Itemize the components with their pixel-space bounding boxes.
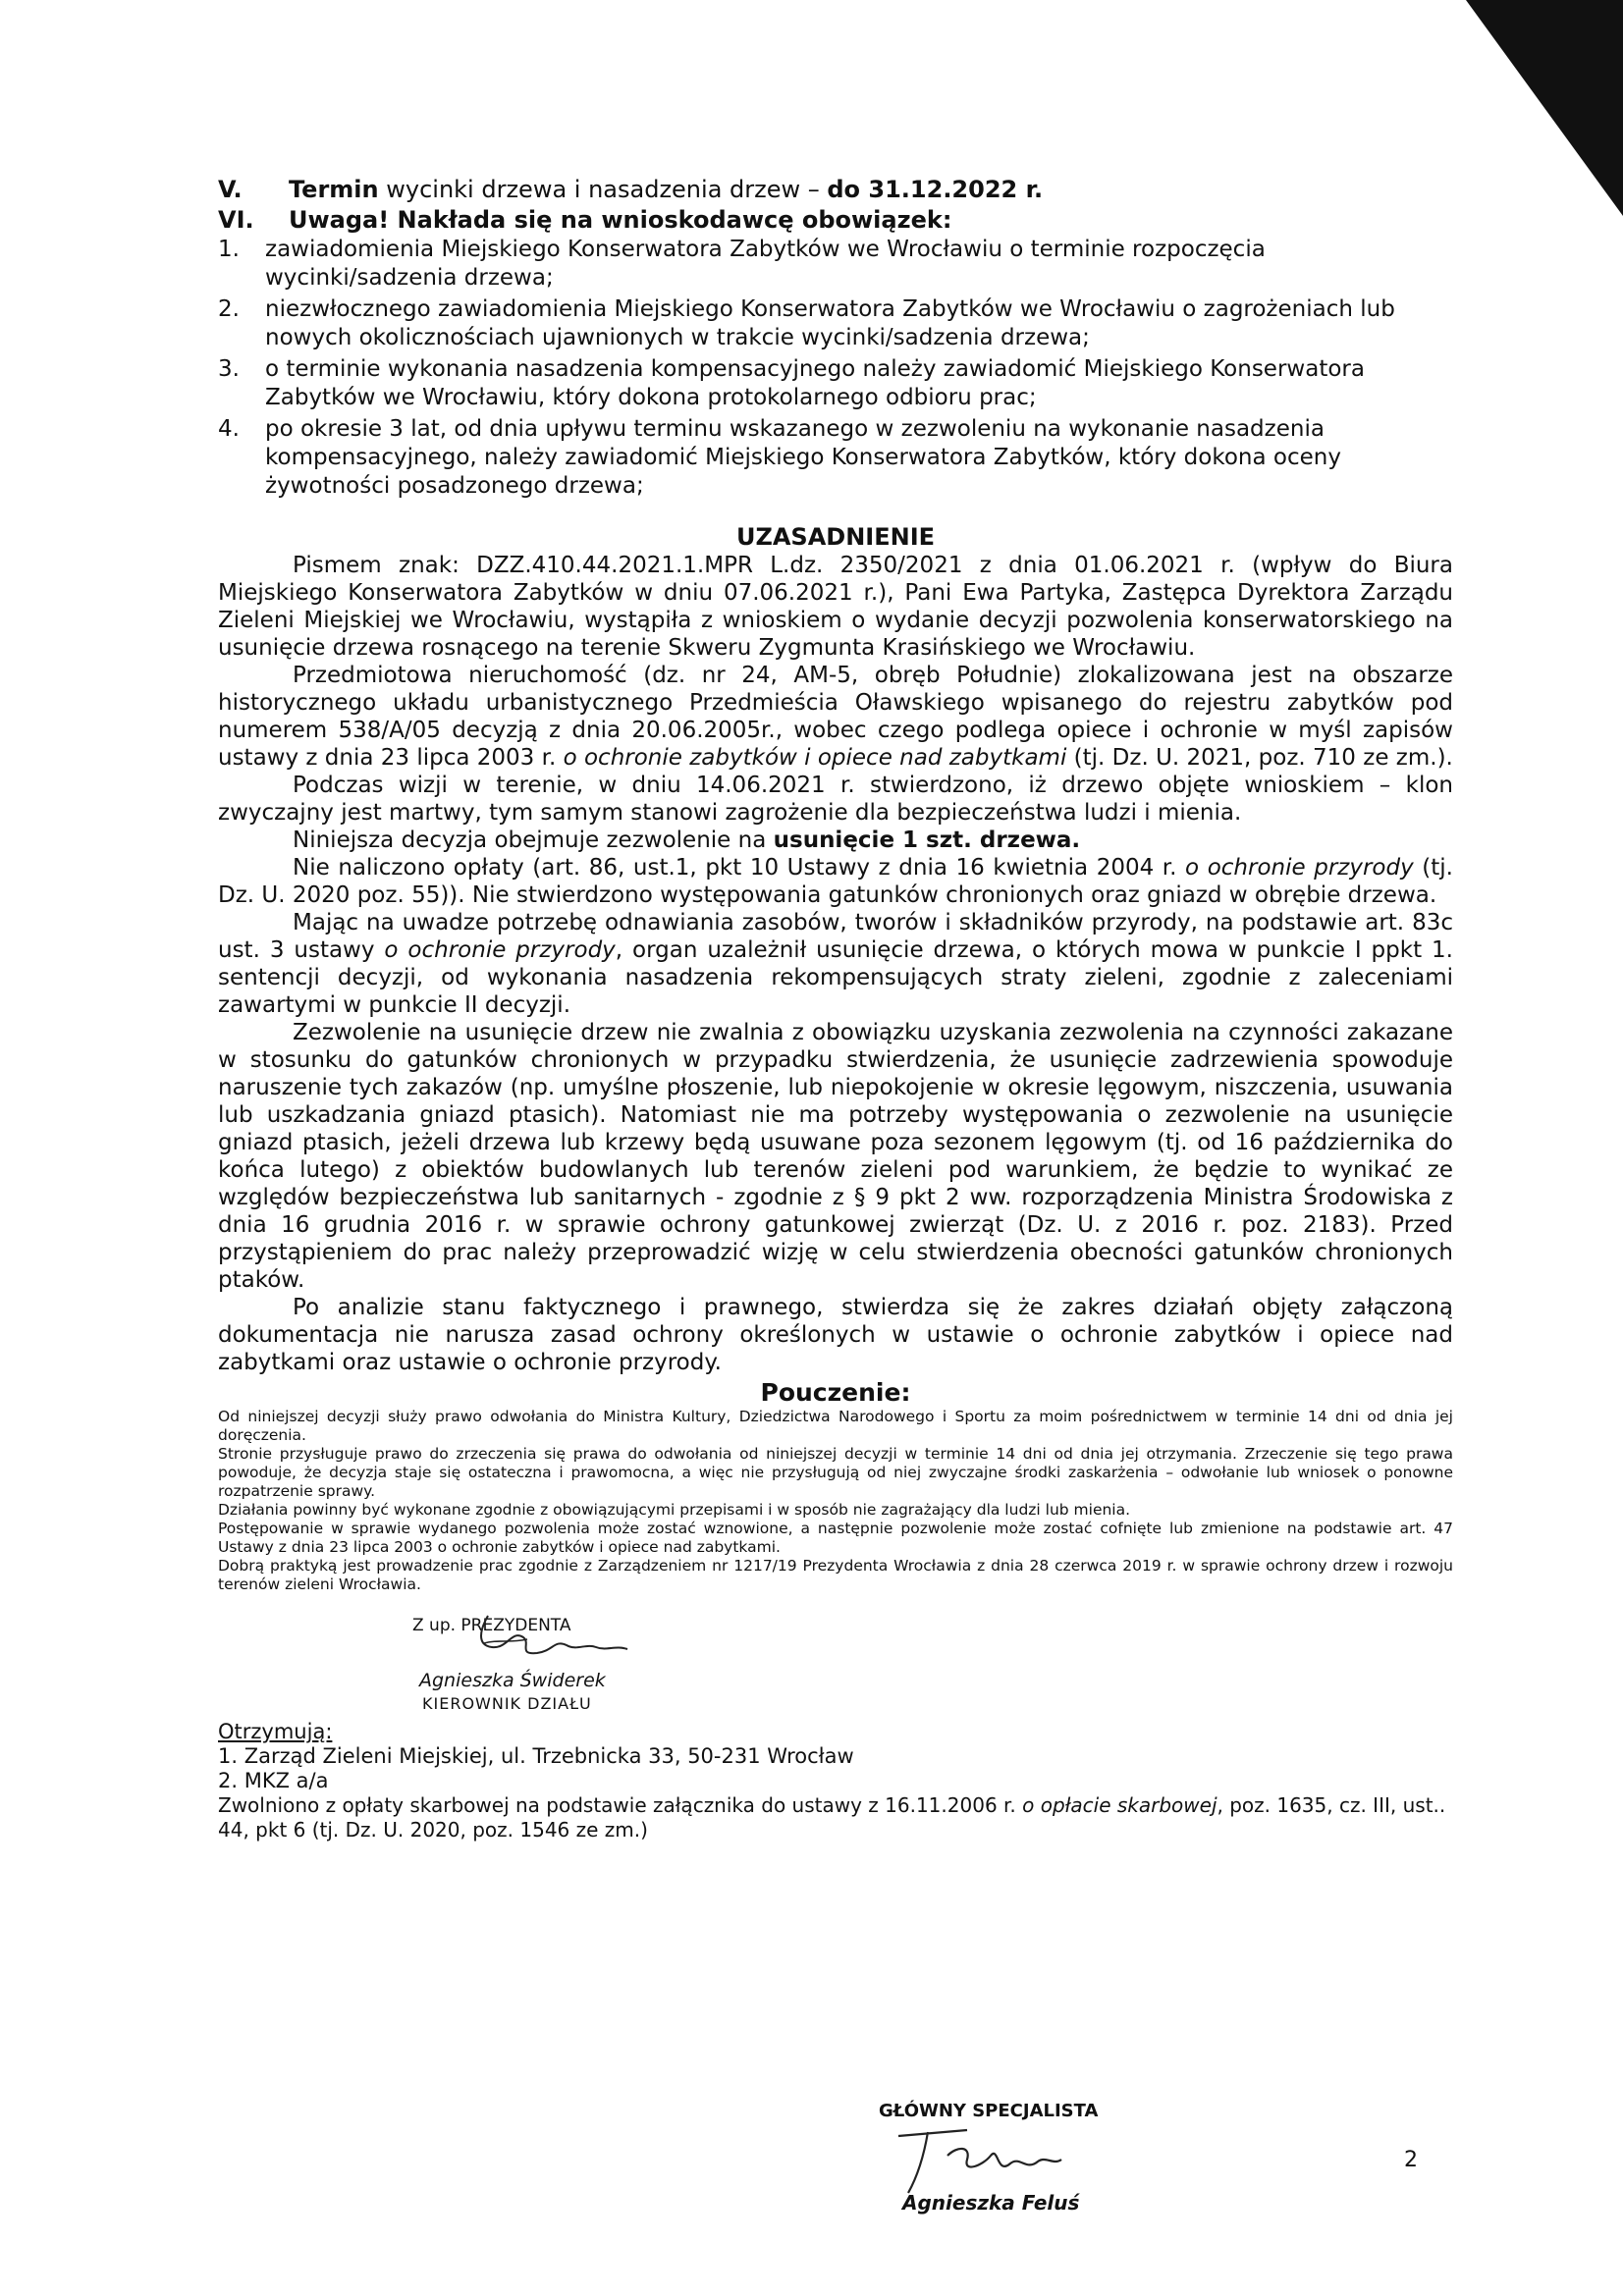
- recipient-item: 1. Zarząd Zieleni Miejskiej, ul. Trzebnicka 33, 50-231 Wrocław: [218, 1744, 854, 1768]
- signature-authority: Z up. PREZYDENTA: [412, 1616, 571, 1635]
- paragraph-text: (tj. Dz. U. 2021, poz. 710 ze zm.).: [1066, 745, 1453, 771]
- scan-corner-shadow: [1446, 0, 1623, 216]
- instruction-line: Stronie przysługuje prawo do zrzeczenia się prawa do odwołania od niniejszej decyzji w terminie 14 dni od dnia jej otrzymania. Zrzeczenie się tego prawa powoduje, że decyzja staje się ostateczna i prawomocna, a więc nie przysługują od niej zwyczajne środki zaskarżenia – odwołanie lub wniosek o ponowne rozpatrzenie sprawy.: [218, 1445, 1453, 1500]
- list-item: [218, 236, 1453, 293]
- specialist-title: GŁÓWNY SPECJALISTA: [879, 2101, 1099, 2121]
- list-item-number: 2.: [218, 296, 240, 322]
- justification-paragraph-8: Po analizie stanu faktycznego i prawnego, stwierdza się że zakres działań objęty załączoną dokumentacja nie narusza zasad ochrony określonych w ustawie o ochronie zabytków i opiece nad zabytkami oraz ustawie o ochronie przyrody.: [218, 1295, 1453, 1375]
- signature-name: Agnieszka Świderek: [419, 1670, 606, 1691]
- instruction-line: Postępowanie w sprawie wydanego pozwolenia może zostać wznowione, a następnie pozwolenie może zostać cofnięte lub zmienione na podstawie art. 47 Ustawy z dnia 23 lipca 2003 o ochronie zabytków i opiece nad zabytkami.: [218, 1520, 1453, 1556]
- act-title: o ochronie zabytków i opiece nad zabytkami: [563, 745, 1067, 771]
- recipients-label-text: Otrzymują:: [218, 1720, 333, 1743]
- justification-paragraph-2: [218, 662, 1453, 772]
- list-item: [218, 295, 1453, 352]
- paragraph-text: Przedmiotowa nieruchomość (dz. nr 24, AM-5, obręb Południe) zlokalizowana jest na obszarze historycznego układu urbanistycznego Przedmieścia Oławskiego wpisanego do rejestru zabytków pod numerem 538/A/05 decyzją z dnia 20.06.2005r., wobec czego podlega opiece i ochronie w myśl zapisów ustawy z dnia 23 lipca 2003 r.: [218, 663, 1453, 771]
- justification-paragraph-7: Zezwolenie na usunięcie drzew nie zwalnia z obowiązku uzyskania zezwolenia na czynności zakazane w stosunku do gatunków chronionych w przypadku stwierdzenia, że usunięcie zadrzewienia spowoduje naruszenie tych zakazów (np. umyślne płoszenie, lub niepokojenie w okresie lęgowym, niszczenia, usuwania lub uszkadzania gniazd ptasich). Natomiast nie ma potrzeby występowania o zezwolenie na usunięcie gniazd ptasich, jeżeli drzewa lub krzewy będą usuwane poza sezonem lęgowym (tj. od 16 października do końca lutego) z obiektów budowlanych lub terenów zieleni pod warunkiem, że będzie to wynikać ze względów bezpieczeństwa lub sanitarnych - zgodnie z § 9 pkt 2 ww. rozporządzenia Ministra Środowiska z dnia 16 grudnia 2016 r. w sprawie ochrony gatunkowej zwierząt (Dz. U. z 2016 r. poz. 2183). Przed przystąpieniem do prac należy przeprowadzić wizję w celu stwierdzenia obecności gatunków chronionych ptaków.: [218, 1020, 1453, 1293]
- justification-heading: UZASADNIENIE: [735, 523, 936, 551]
- signature-role: KIEROWNIK DZIAŁU: [422, 1694, 592, 1713]
- list-item-text: po okresie 3 lat, od dnia upływu terminu wskazanego w zezwoleniu na wykonanie nasadzenia kompensacyjnego, należy zawiadomić Miejskiego Konserwatora Zabytków, który dokona oceny żywotności posadzonego drzewa;: [265, 416, 1341, 499]
- act-title: o ochronie przyrody: [1185, 855, 1414, 881]
- handwritten-signature: [459, 1610, 655, 1679]
- specialist-signature: [879, 2101, 1193, 2238]
- list-item: [218, 415, 1453, 501]
- recipients: [218, 1720, 1453, 1842]
- section-v-text: wycinki drzewa i nasadzenia drzew –: [378, 176, 828, 203]
- section-vi-title: Uwaga! Nakłada się na wnioskodawcę obowiązek:: [289, 206, 952, 234]
- section-v-number: V.: [218, 176, 243, 203]
- document-page: [218, 175, 1453, 1842]
- paragraph-text: Nie naliczono opłaty (art. 86, ust.1, pkt 10 Ustawy z dnia 16 kwietnia 2004 r.: [293, 855, 1186, 881]
- paragraph-text: Niniejsza decyzja obejmuje zezwolenie na: [293, 828, 774, 853]
- paragraph-text: (tj. Dz. U. 2020 poz. 55)). Nie stwierdzono występowania gatunków chronionych oraz gniazd w obrębie drzewa.: [218, 855, 1453, 908]
- duties-list: [218, 236, 1453, 501]
- fee-text: Zwolniono z opłaty skarbowej na podstawie załącznika do ustawy z 16.11.2006 r.: [218, 1793, 1023, 1817]
- list-item-number: 3.: [218, 356, 240, 382]
- fee-exemption: [218, 1793, 1453, 1842]
- page-number: 2: [1404, 2148, 1418, 2172]
- act-title: o ochronie przyrody: [384, 937, 616, 963]
- list-item-text: niezwłocznego zawiadomienia Miejskiego Konserwatora Zabytków we Wrocławiu o zagrożeniach lub nowych okolicznościach ujawnionych w trakcie wycinki/sadzenia drzewa;: [265, 296, 1395, 350]
- list-item-text: zawiadomienia Miejskiego Konserwatora Zabytków we Wrocławiu o terminie rozpoczęcia wycinki/sadzenia drzewa;: [265, 237, 1266, 291]
- permit-scope: usunięcie 1 szt. drzewa.: [773, 828, 1081, 853]
- instruction-line: Dobrą praktyką jest prowadzenie prac zgodnie z Zarządzeniem nr 1217/19 Prezydenta Wrocławia z dnia 28 czerwca 2019 r. w sprawie ochrony drzew i rozwoju terenów zieleni Wrocławia.: [218, 1557, 1453, 1593]
- recipient-item: 2. MKZ a/a: [218, 1769, 329, 1792]
- act-title: o opłacie skarbowej: [1022, 1793, 1217, 1817]
- section-vi-number: VI.: [218, 206, 254, 234]
- instruction-line: Od niniejszej decyzji służy prawo odwołania do Ministra Kultury, Dziedzictwa Narodowego i Sportu za moim pośrednictwem w terminie 14 dni od dnia jej doręczenia.: [218, 1408, 1453, 1444]
- signature-block-head: [218, 1608, 1453, 1726]
- justification-paragraph-5: [218, 854, 1453, 909]
- fee-text: , poz. 1635, cz. III, ust.. 44, pkt 6 (tj. Dz. U. 2020, poz. 1546 ze zm.): [218, 1793, 1446, 1842]
- section-v-deadline: do 31.12.2022 r.: [827, 176, 1044, 203]
- justification-paragraph-4: [218, 827, 1453, 854]
- justification-paragraph-1: Pismem znak: DZZ.410.44.2021.1.MPR L.dz. 2350/2021 z dnia 01.06.2021 r. (wpływ do Biura Miejskiego Konserwatora Zabytków w dniu 07.06.2021 r.), Pani Ewa Partyka, Zastępca Dyrektora Zarządu Zieleni Miejskiej we Wrocławiu, wystąpiła z wnioskiem o wydanie decyzji pozwolenia konserwatorskiego na usunięcie drzewa rosnącego na terenie Skweru Zygmunta Krasińskiego we Wrocławiu.: [218, 553, 1453, 661]
- specialist-name: Agnieszka Feluś: [902, 2191, 1080, 2215]
- paragraph-text: Mając na uwadze potrzebę odnawiania zasobów, tworów i składników przyrody, na podstawie art. 83c ust. 3 ustawy: [218, 910, 1453, 963]
- justification-paragraph-6: [218, 909, 1453, 1019]
- list-item-number: 4.: [218, 416, 240, 442]
- list-item-number: 1.: [218, 237, 240, 262]
- section-v: [218, 175, 1453, 205]
- instruction-line: Działania powinny być wykonane zgodnie z obowiązującymi przepisami i w sposób nie zagrażający dla ludzi lub mienia.: [218, 1501, 1131, 1519]
- justification-paragraph-3: Podczas wizji w terenie, w dniu 14.06.2021 r. stwierdzono, iż drzewo objęte wnioskiem – klon zwyczajny jest martwy, tym samym stanowi zagrożenie dla bezpieczeństwa ludzi i mienia.: [218, 773, 1453, 826]
- instruction-heading: Pouczenie:: [760, 1378, 911, 1407]
- paragraph-text: , organ uzależnił usunięcie drzewa, o których mowa w punkcie I ppkt 1. sentencji decyzji, od wykonania nasadzenia rekompensujących straty zieleni, zgodnie z zaleceniami zawartymi w punkcie II decyzji.: [218, 937, 1453, 1018]
- section-vi: [218, 205, 1453, 236]
- list-item: [218, 355, 1453, 412]
- section-v-lead: Termin: [289, 176, 379, 203]
- list-item-text: o terminie wykonania nasadzenia kompensacyjnego należy zawiadomić Miejskiego Konserwatora Zabytków we Wrocławiu, który dokona protokolarnego odbioru prac;: [265, 356, 1365, 410]
